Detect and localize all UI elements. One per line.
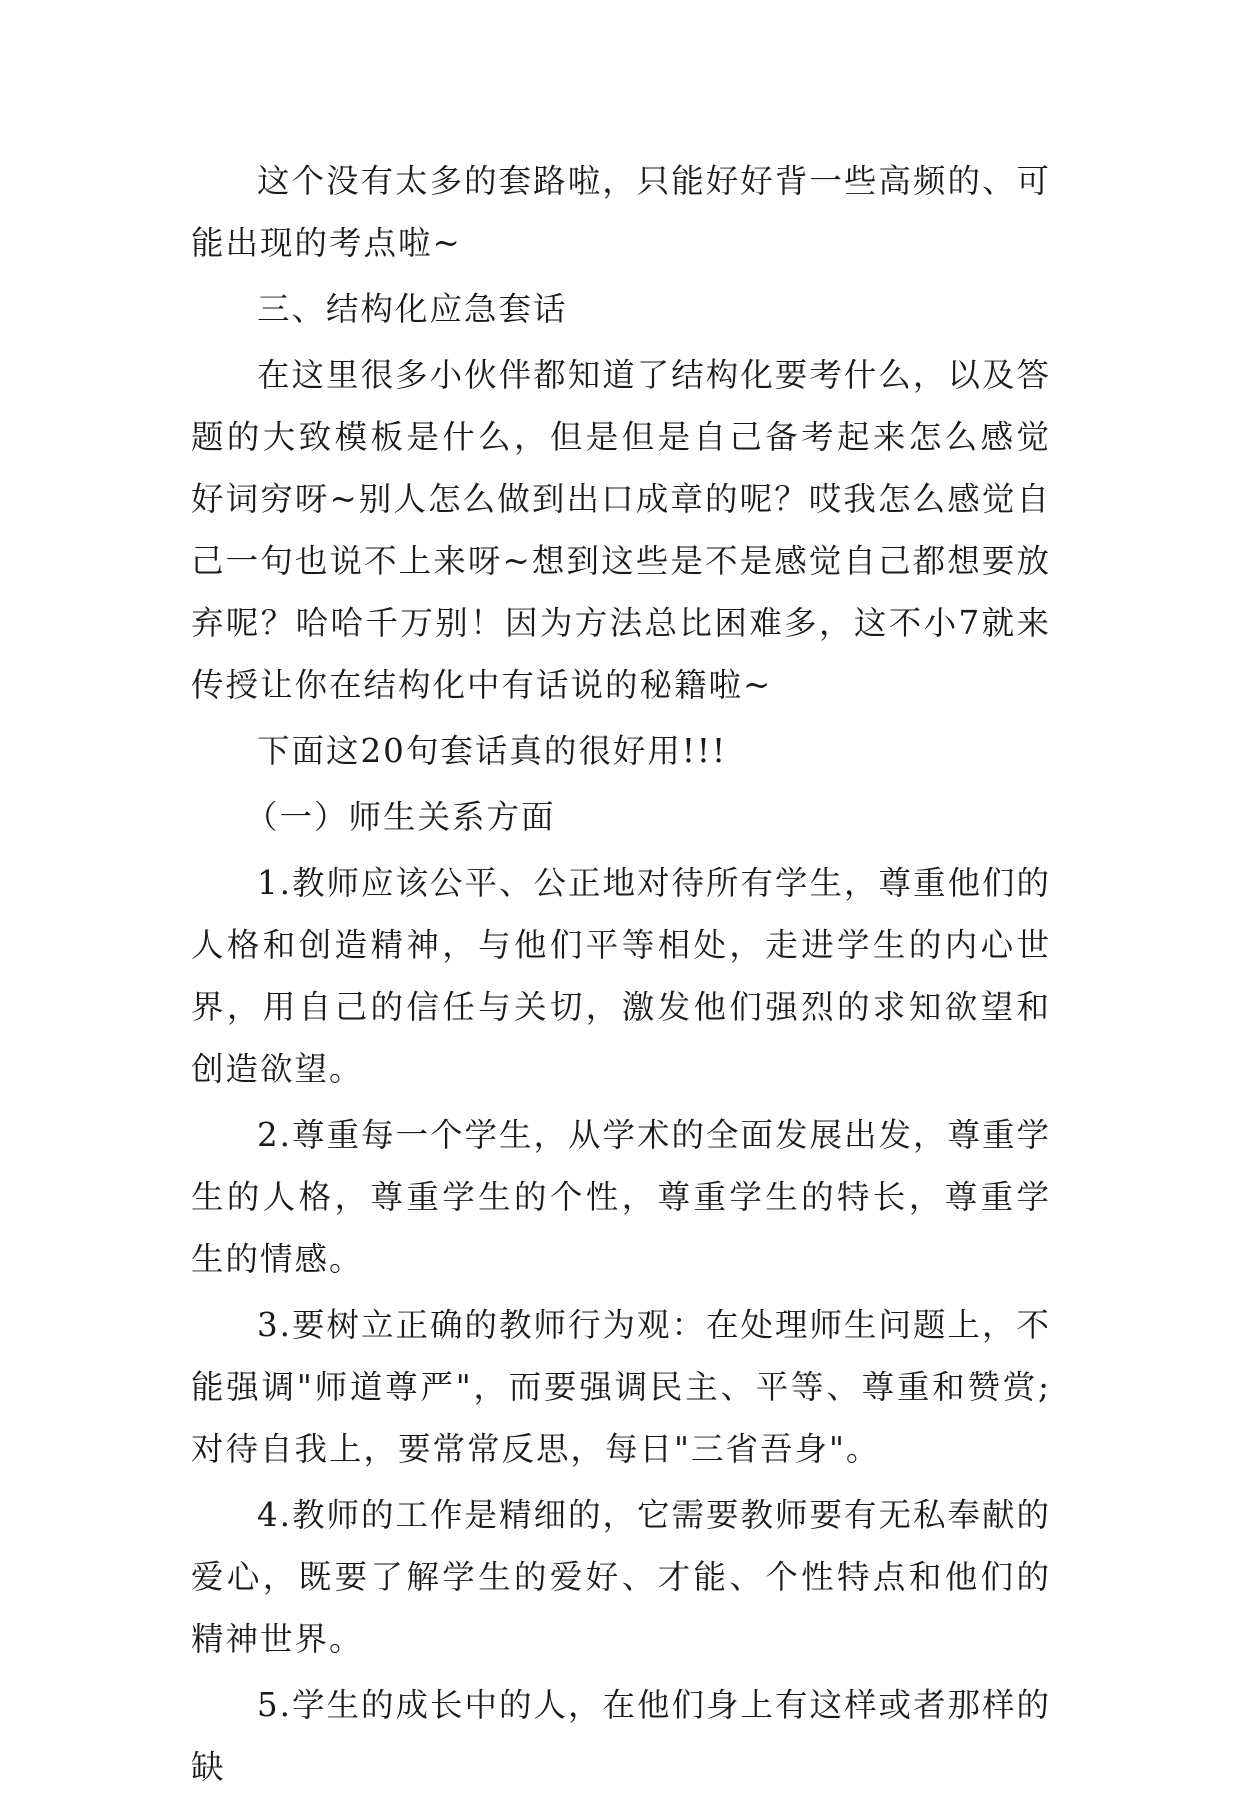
section-heading: 三、结构化应急套话: [257, 290, 568, 328]
list-item-2: 2.尊重每一个学生，从学术的全面发展出发，尊重学生的人格，尊重学生的个性，尊重学生的特长，尊重学生的情感。: [191, 1116, 1052, 1278]
list-item-4: 4.教师的工作是精细的，它需要教师要有无私奉献的爱心，既要了解学生的爱好、才能、个性特点和他们的精神世界。: [191, 1496, 1052, 1658]
paragraph-intro: 这个没有太多的套路啦，只能好好背一些高频的、可能出现的考点啦~: [191, 162, 1051, 262]
document-body: [191, 150, 1051, 1802]
list-item-3: 3.要树立正确的教师行为观：在处理师生问题上，不能强调"师道尊严"，而要强调民主、平等、尊重和赞赏;对待自我上，要常常反思，每日"三省吾身"。: [191, 1306, 1052, 1468]
paragraph-section-intro: 在这里很多小伙伴都知道了结构化要考什么，以及答题的大致模板是什么，但是但是自己备考起来怎么感觉好词穷呀~别人怎么做到出口成章的呢？哎我怎么感觉自己一句也说不上来呀~想到这些是不是感觉自己都想要放弃呢？哈哈千万别！因为方法总比困难多，这不小7就来传授让你在结构化中有话说的秘籍啦~: [191, 356, 1051, 704]
list-item-1: 1.教师应该公平、公正地对待所有学生，尊重他们的人格和创造精神，与他们平等相处，走进学生的内心世界，用自己的信任与关切，激发他们强烈的求知欲望和创造欲望。: [191, 864, 1052, 1088]
list-item-5: 5.学生的成长中的人，在他们身上有这样或者那样的缺: [191, 1686, 1052, 1786]
paragraph-lead-in: 下面这20句套话真的很好用!!!: [257, 732, 728, 770]
subsection-heading: （一）师生关系方面: [245, 798, 556, 836]
